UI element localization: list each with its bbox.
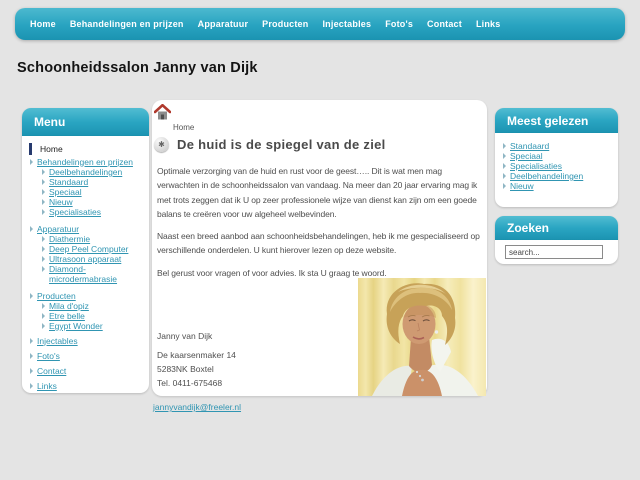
triangle-arrow-icon	[42, 303, 45, 309]
sidebar-item-label[interactable]: Standaard	[49, 177, 89, 187]
search-box	[495, 216, 618, 264]
triangle-arrow-icon	[42, 313, 45, 319]
most-read-body	[495, 133, 618, 207]
sidebar-item-egypt-wonder[interactable]	[27, 321, 145, 331]
sidebar-item-behandelingen[interactable]	[27, 156, 145, 167]
sidebar-item-label[interactable]: Speciaal	[49, 187, 82, 197]
nav-item-apparatuur[interactable]: Apparatuur	[197, 19, 249, 29]
menu-header: Menu	[22, 108, 149, 136]
sidebar-item-label[interactable]: Egypt Wonder	[49, 321, 103, 331]
sidebar-item-home[interactable]	[27, 142, 145, 155]
sidebar-menu	[22, 108, 149, 393]
contact-street: De kaarsenmaker 14	[157, 350, 236, 360]
triangle-arrow-icon	[30, 368, 33, 374]
triangle-arrow-icon	[42, 256, 45, 262]
triangle-arrow-icon	[42, 236, 45, 242]
sidebar-item-label[interactable]: Specialisaties	[49, 207, 101, 217]
sidebar-item-speciaal[interactable]	[27, 187, 145, 197]
triangle-arrow-icon	[30, 338, 33, 344]
triangle-arrow-icon	[42, 246, 45, 252]
sidebar-item-standaard[interactable]	[27, 177, 145, 187]
paragraph: Naast een breed aanbod aan schoonheidsbehandelingen, heb ik me gespecialiseerd op verschillende onderdelen. U kunt hierover lezen op deze website.	[157, 231, 480, 256]
sidebar-item-label[interactable]: Behandelingen en prijzen	[37, 156, 133, 167]
most-read-label[interactable]: Standaard	[510, 141, 550, 151]
portrait-photo	[358, 278, 486, 396]
sidebar-item-label[interactable]: Foto's	[37, 350, 60, 361]
triangle-arrow-icon	[42, 179, 45, 185]
sidebar-item-label[interactable]: Diamond-microdermabrasie	[49, 264, 118, 284]
top-nav-bar	[15, 8, 625, 40]
sidebar-item-label[interactable]: Links	[37, 380, 57, 391]
triangle-arrow-icon	[30, 293, 33, 299]
search-body	[495, 240, 618, 264]
triangle-arrow-icon	[42, 189, 45, 195]
sidebar-item-fotos[interactable]	[27, 350, 145, 361]
most-read-label[interactable]: Nieuw	[510, 181, 534, 191]
sidebar-item-label[interactable]: Nieuw	[49, 197, 73, 207]
menu-body	[22, 136, 149, 393]
sidebar-item-apparatuur[interactable]	[27, 223, 145, 234]
most-read-label[interactable]: Specialisaties	[510, 161, 562, 171]
triangle-arrow-icon	[42, 199, 45, 205]
site-title: Schoonheidssalon Janny van Dijk	[17, 60, 258, 76]
sidebar-item-diamond-microdermabrasie[interactable]	[27, 264, 145, 284]
sidebar-item-label: Home	[40, 143, 63, 154]
nav-item-home[interactable]: Home	[30, 19, 56, 29]
nav-item-behandelingen[interactable]: Behandelingen en prijzen	[69, 19, 184, 29]
contact-name: Janny van Dijk	[157, 331, 213, 341]
search-input[interactable]	[505, 245, 603, 259]
nav-item-producten[interactable]: Producten	[262, 19, 309, 29]
most-read-header: Meest gelezen	[495, 108, 618, 133]
triangle-arrow-icon	[503, 163, 506, 169]
sidebar-item-label[interactable]: Deep Peel Computer	[49, 244, 129, 254]
sidebar-item-label[interactable]: Diathermie	[49, 234, 91, 244]
sidebar-item-label[interactable]: Deelbehandelingen	[49, 167, 123, 177]
sidebar-item-label[interactable]: Injectables	[37, 335, 78, 346]
triangle-arrow-icon	[503, 173, 506, 179]
most-read-box	[495, 108, 618, 207]
most-read-item-specialisaties[interactable]	[503, 161, 614, 171]
triangle-arrow-icon	[42, 209, 45, 215]
search-header: Zoeken	[495, 216, 618, 240]
contact-city: 5283NK Boxtel	[157, 364, 214, 374]
house-icon	[154, 104, 171, 126]
triangle-arrow-icon	[30, 226, 33, 232]
sidebar-item-injectables[interactable]	[27, 335, 145, 346]
nav-item-injectables[interactable]: Injectables	[322, 19, 372, 29]
sidebar-item-nieuw[interactable]	[27, 197, 145, 207]
triangle-arrow-icon	[42, 169, 45, 175]
sidebar-item-label[interactable]: Contact	[37, 365, 67, 376]
gear-badge-icon	[154, 137, 169, 152]
most-read-label[interactable]: Deelbehandelingen	[510, 171, 584, 181]
nav-item-contact[interactable]: Contact	[427, 19, 462, 29]
sidebar-item-deep-peel-computer[interactable]	[27, 244, 145, 254]
triangle-arrow-icon	[503, 183, 506, 189]
triangle-arrow-icon	[30, 353, 33, 359]
most-read-item-deelbehandelingen[interactable]	[503, 171, 614, 181]
sidebar-item-contact[interactable]	[27, 365, 145, 376]
sidebar-item-label[interactable]: Producten	[37, 290, 76, 301]
sidebar-item-label[interactable]: Mila d'opiz	[49, 301, 89, 311]
triangle-arrow-icon	[42, 266, 45, 272]
triangle-arrow-icon	[30, 383, 33, 389]
article-body	[157, 164, 484, 288]
triangle-arrow-icon	[503, 143, 506, 149]
breadcrumb[interactable]: Home	[173, 123, 195, 132]
sidebar-item-deelbehandelingen[interactable]	[27, 167, 145, 177]
sidebar-item-mila-dopiz[interactable]	[27, 301, 145, 311]
article-title: De huid is de spiegel van de ziel	[177, 137, 386, 152]
most-read-label[interactable]: Speciaal	[510, 151, 543, 161]
most-read-item-standaard[interactable]	[503, 141, 614, 151]
most-read-item-speciaal[interactable]	[503, 151, 614, 161]
sidebar-item-specialisaties[interactable]	[27, 207, 145, 217]
sidebar-item-links[interactable]	[27, 380, 145, 391]
sidebar-item-etre-belle[interactable]	[27, 311, 145, 321]
main-content-panel	[152, 100, 487, 396]
sidebar-item-producten[interactable]	[27, 290, 145, 301]
sidebar-item-label[interactable]: Ultrasoon apparaat	[49, 254, 122, 264]
paragraph: Bel gerust voor vragen of voor advies. Ik sta U graag te woord.	[157, 267, 387, 278]
triangle-arrow-icon	[42, 323, 45, 329]
active-item-marker	[29, 143, 32, 155]
triangle-arrow-icon	[503, 153, 506, 159]
nav-item-fotos[interactable]: Foto's	[385, 19, 414, 29]
contact-phone: Tel. 0411-675468	[157, 378, 223, 388]
triangle-arrow-icon	[30, 159, 33, 165]
contact-address-block	[157, 329, 236, 390]
sidebar-item-label[interactable]: Etre belle	[49, 311, 85, 321]
nav-item-links[interactable]: Links	[475, 19, 501, 29]
paragraph: Optimale verzorging van de huid en rust voor de geest….. Dit is wat men mag verwachten in de schoonheidssalon van vandaag. Na meer dan 20 jaar ervaring mag ik met trots zeggen dat ik U op zeer professionele wijze van dienst kan zijn om een goede balans te creëren voor uw algeheel welbevinden.	[157, 166, 478, 219]
email-link[interactable]: jannyvandijk@freeler.nl	[153, 402, 242, 412]
sidebar-item-label[interactable]: Apparatuur	[37, 223, 80, 234]
sidebar-item-diathermie[interactable]	[27, 234, 145, 244]
sidebar-item-ultrasoon-apparaat[interactable]	[27, 254, 145, 264]
most-read-item-nieuw[interactable]	[503, 181, 614, 191]
